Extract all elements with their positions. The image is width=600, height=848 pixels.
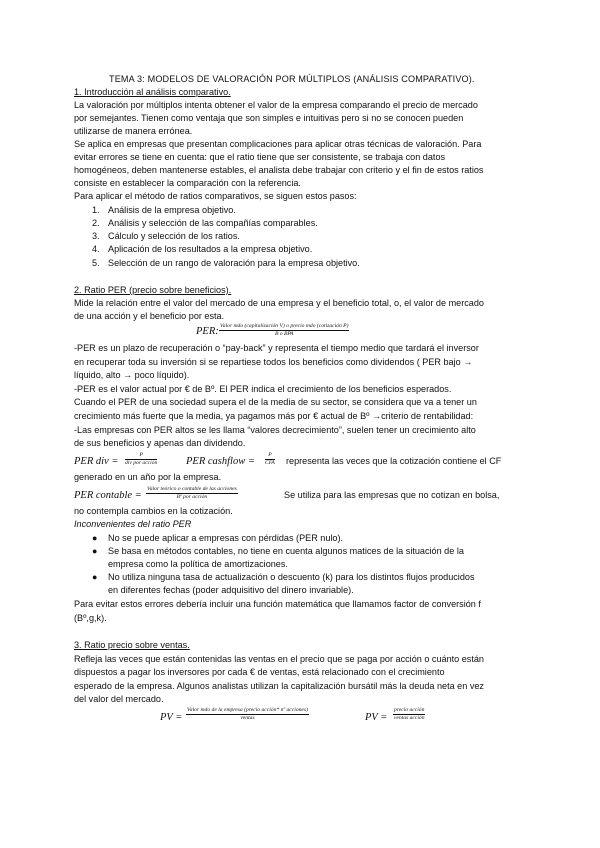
formula-per-lhs: PER: bbox=[196, 326, 219, 337]
paragraph-line: por semejantes. Tienen como ventaja que son simples e intuitivas pero si no se conocen pueden bbox=[74, 113, 464, 123]
list-item: Aplicación de los resultados a la empresa objetivo. bbox=[108, 244, 313, 254]
paragraph-line: -PER es un plazo de recuperación o “pay-back” y representa el tiempo medio que tardará el inversor bbox=[74, 343, 479, 353]
bullet-item: Se basa en métodos contables, no tiene en cuenta algunos matices de la situación de la bbox=[108, 546, 464, 556]
paragraph-line: homogéneos, deben mantenerse estables, el analista debe trabajar con criterio y el fin de estos ratios bbox=[74, 165, 484, 175]
paragraph-line: del valor del mercado. bbox=[74, 694, 164, 704]
formula-numerator: P bbox=[125, 452, 157, 460]
list-number: 5. bbox=[92, 258, 100, 268]
list-number: 4. bbox=[92, 244, 100, 254]
formula-pv2-fraction bbox=[393, 707, 425, 722]
paragraph-line: Refleja las veces que están contenidas las ventas en el precio que se paga por acción o cuánto están bbox=[74, 654, 484, 664]
formula-denominator: Bº por acción bbox=[176, 494, 208, 500]
paragraph-line: crecimiento más fuerte que la media, ya pagamos más por € actual de Bº →criterio de rentabilidad: bbox=[74, 411, 474, 421]
paragraph-line: de una acción y el beneficio por esta. bbox=[74, 311, 225, 321]
bullet-item: empresa como la política de amortizaciones. bbox=[108, 559, 288, 569]
formula-pv2-lhs: PV = bbox=[365, 712, 388, 723]
formula-pv-lhs: PV = bbox=[160, 712, 183, 723]
paragraph-line: Se aplica en empresas que presentan complicaciones para aplicar otras técnicas de valoración. Para bbox=[74, 139, 482, 149]
formula-numerator: precio acción bbox=[394, 707, 425, 713]
paragraph-line: Para evitar estos errores debería incluir una función matemática que llamamos factor de conversión f bbox=[74, 599, 481, 609]
paragraph-line: de sus beneficios y apenas dan dividendo. bbox=[74, 438, 246, 448]
section-2-heading: 2. Ratio PER (precio sobre beneficios). bbox=[74, 285, 232, 295]
list-item: Análisis y selección de las compañías comparables. bbox=[108, 218, 318, 228]
formula-per-cashflow-fraction bbox=[265, 452, 275, 467]
formula-per-contable-fraction bbox=[146, 486, 238, 501]
formula-numerator: P bbox=[265, 452, 275, 460]
formula-denominator: ventas acción bbox=[393, 715, 425, 721]
paragraph-line: dispuestos a pagar los inversores por cada € de ventas, está relacionado con el crecimiento bbox=[74, 667, 445, 677]
paragraph-line: utilizarse de manera errónea. bbox=[74, 126, 193, 136]
formula-per-cashflow-lhs: PER cashflow = bbox=[186, 456, 255, 467]
paragraph-line: evitar errores se tiene en cuenta: que el ratio tiene que ser consistente, se trabaja con datos bbox=[74, 152, 446, 162]
paragraph-line: generado en un año por la empresa. bbox=[74, 472, 222, 482]
list-number: 3. bbox=[92, 231, 100, 241]
list-item: Cálculo y selección de los ratios. bbox=[108, 231, 240, 241]
formula-denominator: CFA bbox=[265, 460, 275, 466]
paragraph-line: La valoración por múltiplos intenta obtener el valor de la empresa comparando el precio de mercado bbox=[74, 100, 478, 110]
inconvenientes-heading: Inconvenientes del ratio PER bbox=[74, 519, 192, 529]
list-number: 2. bbox=[92, 218, 100, 228]
formula-denominator: ventas bbox=[240, 715, 255, 721]
paragraph-line: líquido, alto → poco líquido). bbox=[74, 370, 190, 380]
paragraph-line: en recuperar toda su inversión si se repartiese todos los beneficios como dividendos ( PER bajo → bbox=[74, 357, 473, 367]
list-number: 1. bbox=[92, 205, 100, 215]
bullet-item: No se puede aplicar a empresas con pérdidas (PER nulo). bbox=[108, 533, 344, 543]
formula-per-contable-lhs: PER contable = bbox=[74, 490, 142, 501]
formula-numerator: Valor mdo (capitalización V) o precio mdo (cotización P) bbox=[220, 323, 349, 329]
paragraph-line: Para aplicar el método de ratios comparativos, se siguen estos pasos: bbox=[74, 191, 357, 201]
bullet-item: en diferentes fechas (poder adquisitivo del dinero invariable). bbox=[108, 585, 354, 595]
paragraph-line: (Bº,g,k). bbox=[74, 613, 107, 623]
list-item: Análisis de la empresa objetivo. bbox=[108, 205, 236, 215]
paragraph-line: consiste en establecer la comparación con la referencia. bbox=[74, 178, 301, 188]
formula-per-div-fraction bbox=[125, 452, 157, 467]
formula-numerator: Valor mdo de la empresa (precio acción* nº acciones) bbox=[187, 707, 308, 713]
section-1-heading: 1. Introducción al análisis comparativo. bbox=[74, 87, 231, 97]
paragraph-line: Cuando el PER de una sociedad supera el de la media de su sector, se considera que va a tener un bbox=[74, 397, 477, 407]
formula-numerator: Valor teórico o contable de las acciones bbox=[147, 486, 237, 492]
formula-per-fraction bbox=[219, 323, 349, 338]
formula-pv-fraction bbox=[186, 707, 309, 722]
paragraph-line: -PER es el valor actual por € de Bº. El PER indica el crecimiento de los beneficios esperados. bbox=[74, 384, 452, 394]
section-3-heading: 3. Ratio precio sobre ventas. bbox=[74, 640, 190, 650]
paragraph-line: representa las veces que la cotización contiene el CF bbox=[286, 456, 502, 466]
formula-denominator: B o BPA bbox=[274, 331, 294, 337]
paragraph-line: -Las empresas con PER altos se les llama “valores decrecimiento”, suelen tener un crecimiento alto bbox=[74, 425, 476, 435]
paragraph-line: Mide la relación entre el valor del mercado de una empresa y el beneficio total, o, el valor de mercado bbox=[74, 298, 484, 308]
formula-denominator: div por acción bbox=[125, 460, 158, 466]
document-title: TEMA 3: MODELOS DE VALORACIÓN POR MÚLTIPLOS (ANÁLISIS COMPARATIVO). bbox=[109, 74, 475, 84]
paragraph-line: esperado de la empresa. Algunos analistas utilizan la capitalización bursátil más la deuda neta en vez bbox=[74, 681, 484, 691]
paragraph-line: Se utiliza para las empresas que no cotizan en bolsa, bbox=[284, 490, 500, 500]
paragraph-line: no contempla cambios en la cotización. bbox=[74, 506, 233, 516]
bullet-icon: ● bbox=[92, 533, 98, 543]
formula-per-div-lhs: PER div = bbox=[74, 456, 119, 467]
bullet-icon: ● bbox=[92, 546, 98, 556]
bullet-item: No utiliza ninguna tasa de actualización o descuento (k) para los distintos flujos producidos bbox=[108, 572, 475, 582]
list-item: Selección de un rango de valoración para la empresa objetivo. bbox=[108, 258, 360, 268]
bullet-icon: ● bbox=[92, 572, 98, 582]
